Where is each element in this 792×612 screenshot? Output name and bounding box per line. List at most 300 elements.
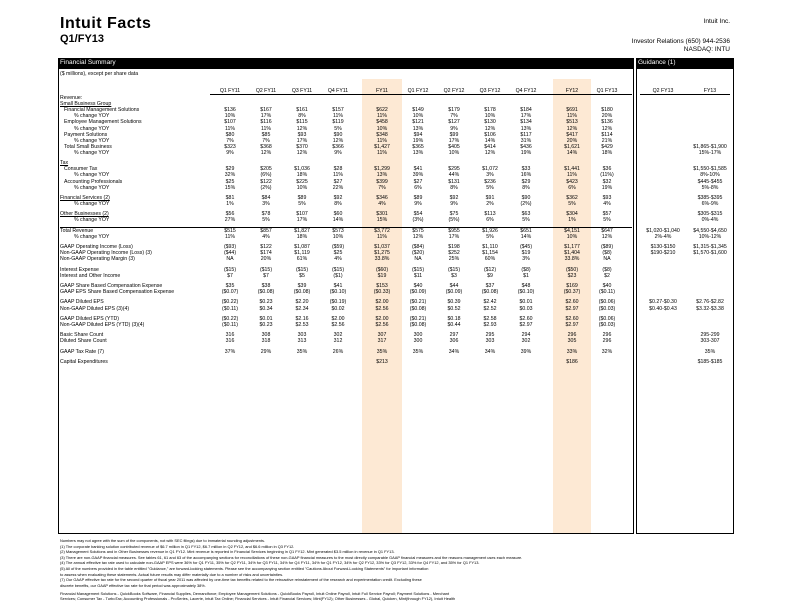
guidance-value: 15%-17% <box>698 149 722 156</box>
cell-value: $252 <box>448 250 460 257</box>
cell-value: ($45) <box>519 244 533 251</box>
cell-value: $1,087 <box>294 244 310 251</box>
column-header: Q4 FY11 <box>327 88 349 94</box>
cell-value: $399 <box>376 178 388 185</box>
guidance-bar <box>636 58 734 68</box>
guidance-value: $305-$315 <box>697 211 723 218</box>
cell-value: ($0.09) <box>409 289 427 296</box>
row-label: Diluted Share Count <box>60 338 107 345</box>
cell-value: $40 <box>413 283 423 289</box>
guidance-value: 0%-4% <box>701 217 719 224</box>
guidance-value: $1,315-$1,345 <box>693 244 727 251</box>
cell-value: $117 <box>520 131 532 138</box>
guidance-value: $1,550-$1,585 <box>693 166 727 173</box>
cell-value: $75 <box>449 211 459 218</box>
cell-value: 13% <box>412 149 424 156</box>
guidance-value: 8%-10% <box>700 172 720 179</box>
cell-value: 60% <box>484 256 496 263</box>
cell-value: $417 <box>566 131 578 138</box>
guidance-value: $1,865-$1,900 <box>693 143 727 150</box>
cell-value: $80 <box>225 131 235 138</box>
cell-value: $0.39 <box>447 299 461 306</box>
cell-value: $2.60 <box>519 315 533 322</box>
cell-value: ($0.06) <box>598 299 616 306</box>
row-label: Interest Expense <box>60 266 99 273</box>
cell-value: 20% <box>566 137 578 144</box>
cell-value: $1,827 <box>294 227 310 234</box>
cell-value: $29 <box>521 178 531 185</box>
cell-value: ($15) <box>331 266 345 273</box>
row-label: Interest and Other Income <box>60 272 121 279</box>
cell-value: 2% <box>486 201 494 207</box>
cell-value: 11% <box>567 113 577 120</box>
row-label: Revenue: <box>60 95 83 101</box>
cell-value: ($0.37) <box>563 289 581 296</box>
cell-value: $106 <box>484 131 496 138</box>
row-label: Small Business Group <box>60 101 112 108</box>
cell-value: $2.34 <box>295 305 309 312</box>
cell-value: 318 <box>261 338 271 345</box>
cell-value: $205 <box>260 166 272 173</box>
column-header: Q3 FY12 <box>479 88 501 94</box>
cell-value: 302 <box>333 332 343 339</box>
column-header: Q4 FY12 <box>515 88 537 94</box>
row-label: % change YOY <box>74 137 110 144</box>
cell-value: ($89) <box>600 244 614 251</box>
cell-value: $157 <box>332 107 344 114</box>
cell-value: $414 <box>484 143 496 150</box>
cell-value: 33% <box>566 348 578 355</box>
row-label: Financial Services (2) <box>60 194 110 201</box>
cell-value: 307 <box>377 332 387 339</box>
cell-value: $78 <box>261 211 271 218</box>
cell-value: ($15) <box>411 266 425 273</box>
column-header: Q1 FY13 <box>596 88 618 94</box>
cell-value: $93 <box>297 131 307 138</box>
cell-value: 12% <box>484 125 496 132</box>
cell-value: $1,427 <box>374 143 390 150</box>
cell-value: $39 <box>297 283 307 289</box>
cell-value: $32 <box>602 178 612 185</box>
cell-value: 25% <box>448 256 460 263</box>
row-label: GAAP EPS Share Based Compensation Expense <box>60 289 175 296</box>
cell-value: ($0.10) <box>329 289 347 296</box>
cell-value: 39% <box>520 348 532 355</box>
cell-value: 20% <box>601 113 613 120</box>
cell-value: 11% <box>567 172 577 179</box>
cell-value: 12% <box>601 233 613 240</box>
cell-value: 18% <box>601 149 613 156</box>
footnote: (1) The corporate banking solution contributed revenue of $6.7 million in Q1 FY12, $6.7 million in Q2 FY12, and $6.6 million in Q3 FY12. <box>60 543 295 549</box>
cell-value: (6%) <box>260 172 272 179</box>
cell-value: 12% <box>566 125 578 132</box>
cell-value: ($0.11) <box>221 321 239 328</box>
cell-value: ($12) <box>483 266 497 273</box>
cell-value: $23 <box>567 272 577 279</box>
cell-value: $301 <box>376 211 388 218</box>
cell-value: ($15) <box>223 266 237 273</box>
cell-value: 26% <box>332 348 344 355</box>
cell-value: $174 <box>260 250 272 257</box>
cell-value: $41 <box>333 283 343 289</box>
cell-value: 18% <box>296 172 308 179</box>
row-label: Non-GAAP Diluted EPS (YTD) (3)(4) <box>60 321 145 328</box>
cell-value: $0.52 <box>447 305 461 312</box>
cell-value: $365 <box>412 143 424 150</box>
cell-value: ($0.08) <box>257 289 275 296</box>
cell-value: 14% <box>566 149 578 156</box>
cell-value: $44 <box>449 283 459 289</box>
row-label: % change YOY <box>74 233 110 240</box>
cell-value: 11% <box>377 113 387 120</box>
cell-value: $35 <box>225 283 235 289</box>
cell-value: ($0.11) <box>221 305 239 312</box>
cell-value: $122 <box>260 244 272 251</box>
cell-value: $186 <box>566 358 578 365</box>
cell-value: 308 <box>261 332 271 339</box>
column-header: Q3 FY11 <box>291 88 313 94</box>
cell-value: 37% <box>224 348 236 355</box>
cell-value: 7% <box>262 137 270 144</box>
cell-value: 4% <box>603 201 611 207</box>
cell-value: 5% <box>334 125 342 132</box>
footer-line: Financial Management Solutions - QuickBooks Software, Financial Supplies, Demandforce; Employee Management Solutions - QuickBooks Payroll, Intuit Online Payroll, Intuit Full Service Payroll; Payment Solutions - Merchant <box>60 591 450 596</box>
cell-value: $2.56 <box>331 321 345 328</box>
cell-value: $1,299 <box>374 166 390 173</box>
guidance-value: $185-$185 <box>697 358 723 365</box>
cell-value: $295 <box>448 166 460 173</box>
cell-value: $3 <box>451 272 457 279</box>
cell-value: $2.56 <box>375 321 389 328</box>
row-label: % change YOY <box>74 201 110 207</box>
cell-value: $85 <box>261 131 271 138</box>
cell-value: 22% <box>332 184 344 191</box>
cell-value: $113 <box>484 211 496 218</box>
guidance-value: 303-307 <box>700 338 720 345</box>
cell-value: $161 <box>296 107 308 114</box>
cell-value: $622 <box>376 107 388 114</box>
cell-value: $136 <box>601 119 613 126</box>
cell-value: ($0.22) <box>221 315 239 322</box>
row-label: Accounting Professionals <box>64 178 123 185</box>
guidance-value: $1,570-$1,600 <box>693 250 727 257</box>
cell-value: 19% <box>412 137 424 144</box>
cell-value: (11%) <box>600 172 614 179</box>
cell-value: 9% <box>334 149 342 156</box>
guidance-value: 10%-12% <box>698 233 722 240</box>
cell-value: 44% <box>448 172 460 179</box>
cell-value: 15% <box>224 184 236 191</box>
cell-value: ($0.22) <box>221 299 239 306</box>
cell-value: 296 <box>602 332 612 339</box>
row-label: Other Businesses (2) <box>60 211 109 218</box>
guidance-column-header: Q2 FY13 <box>652 88 674 94</box>
cell-value: $0.02 <box>331 305 345 312</box>
cell-value: ($0.03) <box>598 321 616 328</box>
cell-value: 9% <box>450 201 458 207</box>
cell-value: $131 <box>448 178 460 185</box>
cell-value: 8% <box>334 201 342 207</box>
cell-value: $179 <box>448 107 460 114</box>
cell-value: $27 <box>333 178 343 185</box>
cell-value: $2.42 <box>483 299 497 306</box>
cell-value: 9% <box>414 201 422 207</box>
cell-value: $5 <box>299 272 305 279</box>
cell-value: 18% <box>296 233 308 240</box>
cell-value: 313 <box>297 338 307 345</box>
cell-value: ($0.33) <box>373 289 391 296</box>
footnote: to assess when evaluating these statements. Actual future results may differ materially due to a number of risks and uncertainties. <box>60 571 284 577</box>
cell-value: 12% <box>332 137 344 144</box>
cell-value: $89 <box>297 194 307 201</box>
guidance-value: $445-$455 <box>697 178 723 185</box>
cell-value: $323 <box>224 143 236 150</box>
cell-value: $116 <box>260 119 272 126</box>
cell-value: 21% <box>601 137 613 144</box>
ir-contact: Investor Relations (650) 944-2536 <box>631 38 730 45</box>
cell-value: 3% <box>522 256 530 263</box>
row-label: Basic Share Count <box>60 332 104 339</box>
cell-value: $2.56 <box>375 305 389 312</box>
row-label: % change YOY <box>74 217 110 224</box>
column-header: Q1 FY12 <box>407 88 429 94</box>
cell-value: (5%) <box>448 217 460 224</box>
cell-value: 19% <box>601 184 613 191</box>
row-label: % change YOY <box>74 149 110 156</box>
cell-value: ($1) <box>333 272 343 279</box>
cell-value: 7% <box>378 184 386 191</box>
cell-value: 10% <box>296 184 308 191</box>
ticker: NASDAQ: INTU <box>683 46 730 53</box>
cell-value: $2.60 <box>565 315 579 322</box>
cell-value: $25 <box>225 178 235 185</box>
cell-value: $405 <box>448 143 460 150</box>
cell-value: 4% <box>378 201 386 207</box>
cell-value: $28 <box>333 166 343 173</box>
footer-line: Services; Consumer Tax - TurboTax; Accounting Professionals - ProSeries, Lacerte, Intuit Tax Online; Financial Services - Intuit Financial Services; Mint(FY12); Other Businesses - Global, Quicken, Mint(through FY12), Intuit Health <box>60 596 456 602</box>
cell-value: $29 <box>225 166 235 173</box>
cell-value: 15% <box>376 217 388 224</box>
cell-value: 305 <box>567 338 577 345</box>
cell-value: $37 <box>485 283 495 289</box>
cell-value: $122 <box>260 178 272 185</box>
cell-value: 16% <box>520 172 532 179</box>
cell-value: 13% <box>376 172 388 179</box>
cell-value: 1% <box>568 217 576 224</box>
cell-value: $1,926 <box>482 227 498 234</box>
cell-value: $130 <box>484 119 496 126</box>
cell-value: 3% <box>486 172 494 179</box>
cell-value: 19% <box>520 149 532 156</box>
cell-value: $40 <box>602 283 612 289</box>
cell-value: 8% <box>522 184 530 191</box>
cell-value: $362 <box>566 194 578 201</box>
cell-value: 6% <box>486 217 494 224</box>
cell-value: 33.8% <box>564 256 580 263</box>
cell-value: $107 <box>224 119 236 126</box>
cell-value: $1,037 <box>374 244 390 251</box>
cell-value: $2.97 <box>565 321 579 328</box>
cell-value: $121 <box>412 119 424 126</box>
cell-value: $2.00 <box>331 315 345 322</box>
row-label: % change YOY <box>74 172 110 179</box>
cell-value: $0.03 <box>519 305 533 312</box>
cell-value: 17% <box>448 233 460 240</box>
cell-value: 5% <box>298 201 306 207</box>
cell-value: $573 <box>332 227 344 234</box>
cell-value: 12% <box>601 125 613 132</box>
cell-value: $1,119 <box>294 250 310 257</box>
cell-value: 303 <box>485 338 495 345</box>
cell-value: ($0.11) <box>598 289 616 296</box>
column-header: Q2 FY11 <box>255 88 277 94</box>
cell-value: 5% <box>486 233 494 240</box>
cell-value: $198 <box>448 244 460 251</box>
cell-value: 10% <box>484 113 496 120</box>
cell-value: $169 <box>566 283 578 289</box>
cell-value: 32% <box>601 348 613 355</box>
cell-value: $0.34 <box>259 305 273 312</box>
cell-value: $127 <box>448 119 460 126</box>
cell-value: 10% <box>376 125 388 132</box>
cell-value: 13% <box>412 125 424 132</box>
cell-value: $153 <box>376 283 388 289</box>
cell-value: $56 <box>225 211 235 218</box>
cell-value: $41 <box>413 166 423 173</box>
guidance-value: $130-$150 <box>650 244 676 251</box>
cell-value: 9% <box>450 125 458 132</box>
footnote: (4) The annual effective tax rate used to calculate non-GAAP EPS were 36% for Q1 FY11, 35% for Q2 FY11, 34% for Q3 FY11, 34% for Q4 FY11, 34% for Q1 FY12, 34% for Q2 FY12, 33% for Q3 FY12, 33% for Q4 FY12, and 35% for Q1 FY13. <box>60 560 480 566</box>
cell-value: ($84) <box>411 244 425 251</box>
cell-value: 12% <box>296 125 308 132</box>
cell-value: 11% <box>261 125 271 132</box>
cell-value: 34% <box>448 348 460 355</box>
cell-value: 31% <box>520 137 532 144</box>
cell-value: $2 <box>604 272 610 279</box>
cell-value: (2%) <box>520 201 532 207</box>
cell-value: 7% <box>450 113 458 120</box>
cell-value: $1 <box>523 272 529 279</box>
cell-value: $7 <box>263 272 269 279</box>
guidance-value: $0.27-$0.30 <box>649 299 677 306</box>
cell-value: $63 <box>521 211 531 218</box>
cell-value: 14% <box>332 217 344 224</box>
cell-value: 6% <box>568 184 576 191</box>
cell-value: $9 <box>487 272 493 279</box>
cell-value: ($0.09) <box>445 289 463 296</box>
cell-value: NA <box>226 256 234 263</box>
cell-value: 39% <box>412 172 424 179</box>
cell-value: ($50) <box>565 266 579 273</box>
cell-value: $423 <box>566 178 578 185</box>
guidance-value: $385-$395 <box>697 194 723 201</box>
cell-value: $93 <box>602 194 612 201</box>
cell-value: $0.18 <box>447 315 461 322</box>
guidance-value: $190-$210 <box>650 250 676 257</box>
cell-value: 14% <box>520 233 532 240</box>
cell-value: 11% <box>377 137 387 144</box>
cell-value: $180 <box>601 107 613 114</box>
cell-value: $27 <box>413 178 423 185</box>
cell-value: 5% <box>603 217 611 224</box>
cell-value: $955 <box>448 227 460 234</box>
cell-value: 296 <box>602 338 612 345</box>
cell-value: $213 <box>376 358 388 365</box>
cell-value: $458 <box>376 119 388 126</box>
cell-value: 316 <box>225 332 235 339</box>
cell-value: ($0.21) <box>409 315 427 322</box>
cell-value: 11% <box>377 233 387 240</box>
cell-value: $119 <box>332 119 344 126</box>
cell-value: 10% <box>224 113 236 120</box>
cell-value: $2.97 <box>565 305 579 312</box>
cell-value: 6% <box>414 184 422 191</box>
row-label: Capital Expenditures <box>60 358 108 365</box>
cell-value: $33 <box>521 166 531 173</box>
summary-bar <box>58 58 634 68</box>
cell-value: $346 <box>376 194 388 201</box>
row-label: GAAP Share Based Compensation Expense <box>60 283 163 289</box>
cell-value: $1,110 <box>482 244 498 251</box>
guidance-value: 2%-4% <box>654 233 672 240</box>
cell-value: ($93) <box>223 244 237 251</box>
footnote: discrete benefits, our GAAP effective tax rate for that period was approximately 38%. <box>60 582 206 588</box>
cell-value: $2.52 <box>483 305 497 312</box>
cell-value: 35% <box>376 348 388 355</box>
cell-value: ($59) <box>331 244 345 251</box>
row-label: Employee Management Solutions <box>64 119 142 126</box>
cell-value: 306 <box>449 338 459 345</box>
company-name: Intuit Inc. <box>703 18 730 25</box>
cell-value: ($15) <box>295 266 309 273</box>
guidance-column-header: FY13 <box>703 88 717 94</box>
cell-value: $2.20 <box>295 299 309 306</box>
cell-value: $304 <box>566 211 578 218</box>
cell-value: ($8) <box>602 266 612 273</box>
row-label: Total Revenue <box>60 227 94 234</box>
row-label: Non-GAAP Operating Margin (3) <box>60 256 135 263</box>
cell-value: 27% <box>224 217 236 224</box>
cell-value: 11% <box>333 172 343 179</box>
guidance-value: 35% <box>704 348 716 355</box>
cell-value: $81 <box>225 194 235 201</box>
cell-value: $1,154 <box>482 250 498 257</box>
cell-value: 317 <box>377 338 387 345</box>
row-label: Non-GAAP Diluted EPS (3)(4) <box>60 305 130 312</box>
row-label: GAAP Tax Rate (7) <box>60 348 104 355</box>
cell-value: $1,275 <box>374 250 390 257</box>
cell-value: NA <box>603 256 611 263</box>
guidance-value: $4,550-$4,650 <box>693 227 727 234</box>
cell-value: $91 <box>485 194 495 201</box>
cell-value: $236 <box>484 178 496 185</box>
cell-value: $149 <box>412 107 424 114</box>
cell-value: $2.58 <box>483 315 497 322</box>
cell-value: $25 <box>333 250 343 257</box>
row-label: Total Small Business <box>64 143 112 150</box>
cell-value: ($0.21) <box>409 299 427 306</box>
cell-value: $575 <box>412 227 424 234</box>
cell-value: ($0.19) <box>329 299 347 306</box>
cell-value: 5% <box>568 201 576 207</box>
cell-value: 10% <box>332 233 344 240</box>
cell-value: ($0.10) <box>517 289 535 296</box>
cell-value: $0.23 <box>259 321 273 328</box>
cell-value: 35% <box>296 348 308 355</box>
cell-value: 11% <box>333 113 343 120</box>
cell-value: 8% <box>450 184 458 191</box>
cell-value: $115 <box>296 119 308 126</box>
